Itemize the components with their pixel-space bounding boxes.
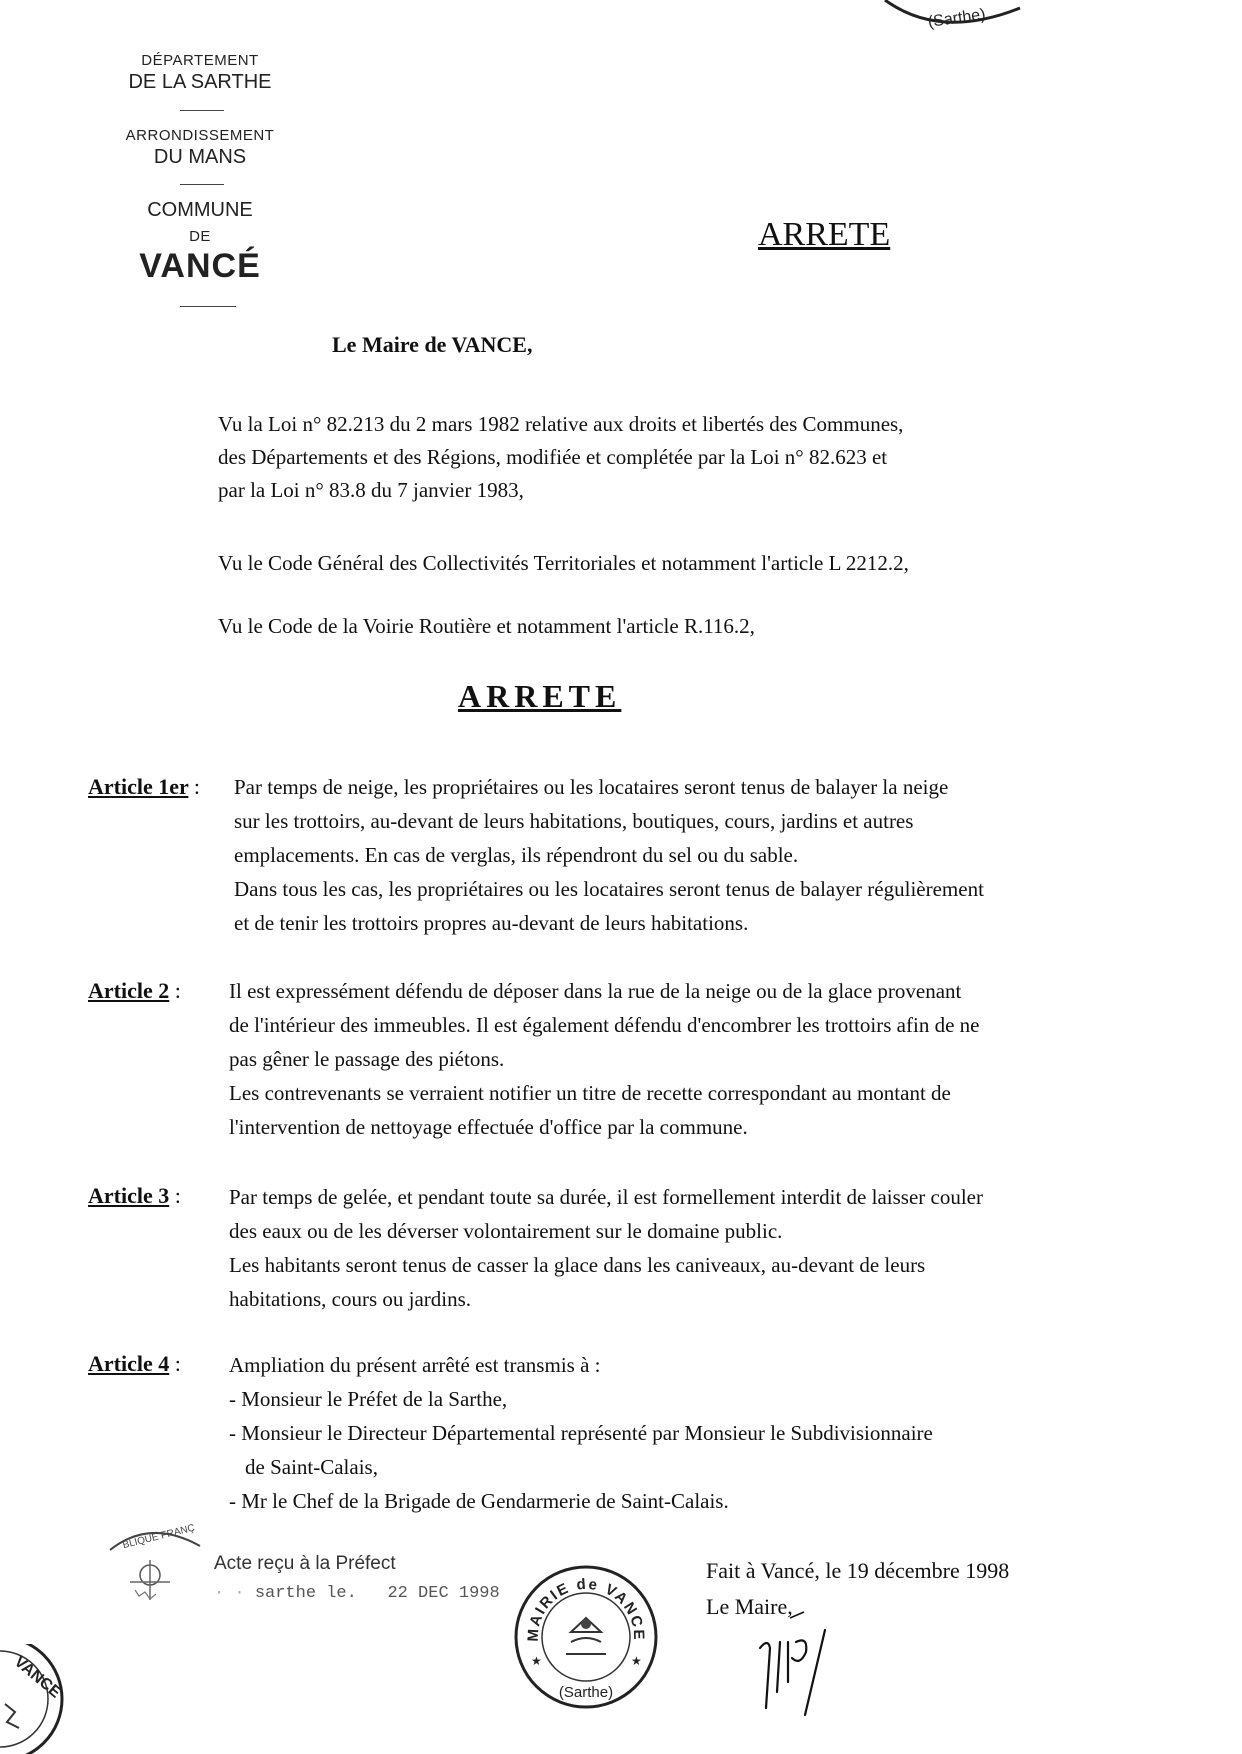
- article-1-line: sur les trottoirs, au-devant de leurs habitations, boutiques, cours, jardins et autres: [234, 809, 914, 833]
- svg-text:(Sarthe): (Sarthe): [926, 6, 987, 31]
- vu-loi-line: Vu la Loi n° 82.213 du 2 mars 1982 relative aux droits et libertés des Communes,: [218, 412, 904, 436]
- article-3-line: des eaux ou de les déverser volontairement sur le domaine public.: [229, 1219, 783, 1243]
- left-seal-fragment: [0, 1644, 70, 1754]
- vu-loi-line: des Départements et des Régions, modifiée et complétée par la Loi n° 82.623 et: [218, 445, 888, 469]
- article-3-body: [229, 1180, 1149, 1316]
- article-2-line: de l'intérieur des immeubles. Il est également défendu d'encombrer les trottoirs afin de ne: [229, 1013, 980, 1037]
- article-4-line: - Monsieur le Directeur Départemental représenté par Monsieur le Subdivisionnaire: [229, 1421, 933, 1445]
- article-4-line: de Saint-Calais,: [245, 1455, 378, 1479]
- top-seal-fragment: [880, 0, 1050, 40]
- commune-label: COMMUNE: [147, 199, 253, 221]
- article-1-line: emplacements. En cas de verglas, ils répendront du sel ou du sable.: [234, 843, 799, 867]
- vu-voirie: [218, 610, 755, 643]
- prefecture-stamp-icon: [100, 1520, 210, 1620]
- prefecture-date: 22 DEC 1998: [387, 1584, 500, 1603]
- departement-name: DE LA SARTHE: [128, 71, 272, 93]
- maire-sign-label: Le Maire,: [706, 1594, 793, 1619]
- article-3-line: Les habitants seront tenus de casser la glace dans les caniveaux, au-devant de leurs: [229, 1253, 926, 1277]
- article-3-line: Par temps de gelée, et pendant toute sa durée, il est formellement interdit de laisser couler: [229, 1185, 983, 1209]
- vu-loi-line: par la Loi n° 83.8 du 7 janvier 1983,: [218, 478, 524, 502]
- article-3-sep: :: [174, 1183, 181, 1208]
- article-3-label-text: Article 3: [88, 1183, 170, 1208]
- article-1-line: et de tenir les trottoirs propres au-devant de leurs habitations.: [234, 911, 749, 935]
- vu-cgct: [218, 547, 909, 580]
- commune-name: VANCÉ: [139, 247, 261, 285]
- article-1-line: Par temps de neige, les propriétaires ou les locataires seront tenus de balayer la neige: [234, 775, 949, 799]
- article-4-sep: :: [174, 1351, 181, 1376]
- article-2-line: pas gêner le passage des piétons.: [229, 1047, 505, 1071]
- svg-text:BLIQUE FRANÇ: BLIQUE FRANÇ: [121, 1522, 196, 1552]
- mairie-seal-icon: [511, 1562, 661, 1712]
- article-2-line: Les contrevenants se verraient notifier un titre de recette correspondant au montant de: [229, 1081, 951, 1105]
- vu-cgct-line: Vu le Code Général des Collectivités Territoriales et notamment l'article L 2212.2,: [218, 551, 909, 575]
- article-2-sep: :: [174, 978, 181, 1003]
- prefecture-received-text: Acte reçu à la Préfect: [214, 1553, 396, 1574]
- article-2-label-text: Article 2: [88, 978, 170, 1003]
- article-4-line: - Monsieur le Préfet de la Sarthe,: [229, 1387, 508, 1411]
- vu-voirie-line: Vu le Code de la Voirie Routière et notamment l'article R.116.2,: [218, 614, 755, 638]
- arrondissement-label: ARRONDISSEMENT: [125, 127, 275, 144]
- svg-text:VANCE: VANCE: [10, 1653, 64, 1702]
- article-4-line: Ampliation du présent arrêté est transmis à :: [229, 1353, 601, 1377]
- header-divider: [180, 110, 224, 111]
- arrondissement-name: DU MANS: [153, 146, 247, 168]
- maire-heading: Le Maire de VANCE,: [332, 332, 533, 357]
- article-1-line: Dans tous les cas, les propriétaires ou les locataires seront tenus de balayer régulièrement: [234, 877, 984, 901]
- article-2-line: l'intervention de nettoyage effectuée d'office par la commune.: [229, 1115, 748, 1139]
- article-4-line: - Mr le Chef de la Brigade de Gendarmerie de Saint-Calais.: [229, 1489, 729, 1513]
- fait-a-vance: Fait à Vancé, le 19 décembre 1998: [706, 1558, 1010, 1583]
- arrete-heading: ARRETE: [458, 678, 622, 714]
- article-3-label: [88, 1183, 181, 1209]
- article-1-sep: :: [193, 774, 200, 799]
- article-4-body: [229, 1348, 1149, 1518]
- arrondissement-block: [95, 127, 305, 169]
- article-2-line: Il est expressément défendu de déposer dans la rue de la neige ou de la glace provenant: [229, 979, 962, 1003]
- article-1-label-text: Article 1er: [88, 774, 189, 799]
- article-3-line: habitations, cours ou jardins.: [229, 1287, 472, 1311]
- commune-block: [95, 199, 305, 286]
- article-1-body: [234, 770, 1154, 940]
- maire-signature-icon: [740, 1608, 850, 1718]
- commune-de: DE: [189, 228, 211, 245]
- document-title: ARRETE: [758, 216, 891, 253]
- prefecture-date-line: · · sarthe le. 22 DEC 1998: [214, 1584, 500, 1603]
- article-2-label: [88, 978, 181, 1004]
- departement-label: DÉPARTEMENT: [141, 52, 259, 69]
- vu-loi-paragraph: [218, 408, 903, 507]
- svg-text:★: ★: [531, 1654, 542, 1668]
- header-divider: [180, 306, 236, 307]
- article-4-label-text: Article 4: [88, 1351, 170, 1376]
- prefecture-sarthe-le: sarthe le.: [254, 1584, 357, 1603]
- seal-arc-text: MAIRIE de VANCE: [524, 1575, 648, 1642]
- seal-bottom-text: (Sarthe): [558, 1684, 614, 1701]
- header-block: [95, 52, 305, 94]
- article-1-label: [88, 774, 200, 800]
- article-2-body: [229, 974, 1149, 1144]
- article-4-label: [88, 1351, 181, 1377]
- svg-text:★: ★: [631, 1654, 642, 1668]
- header-divider: [180, 184, 224, 185]
